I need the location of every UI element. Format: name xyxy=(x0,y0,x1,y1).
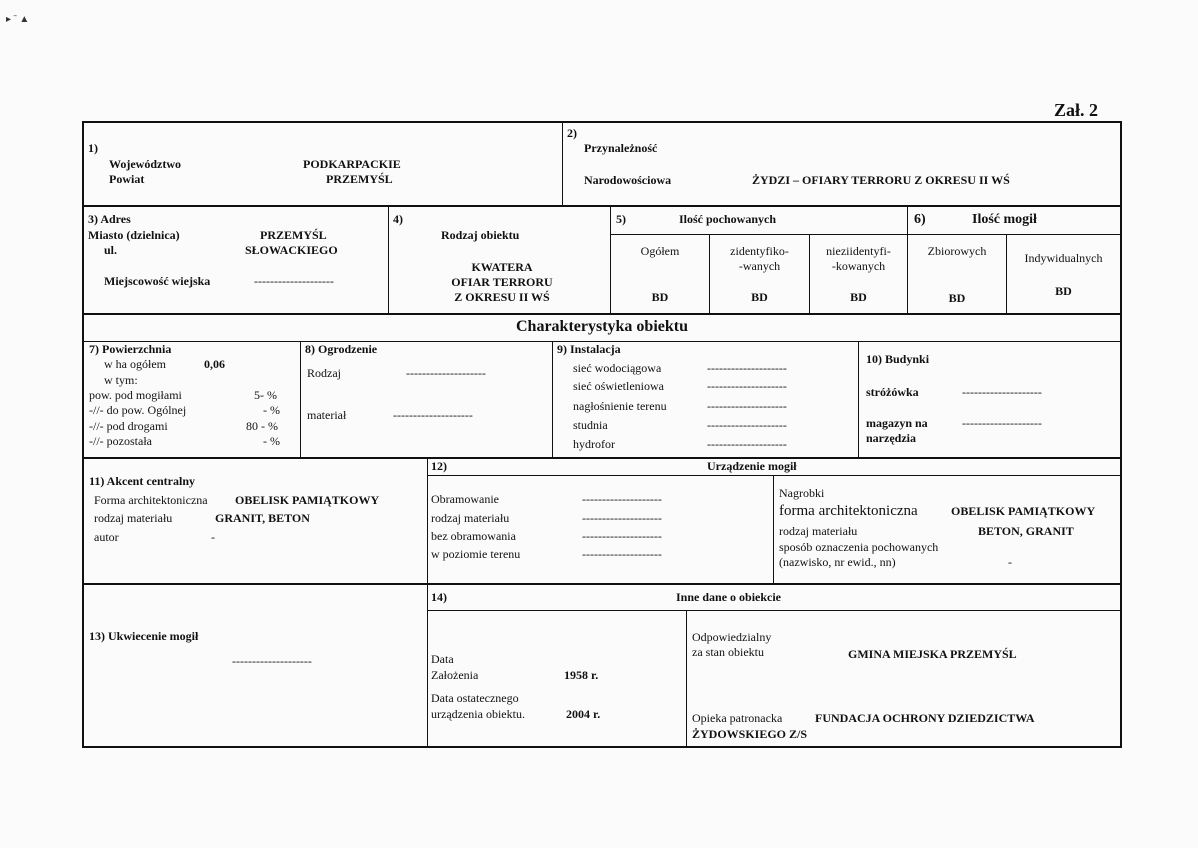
fence-material-label: materiał xyxy=(307,408,347,422)
divider-sec14-header xyxy=(427,610,1121,611)
other-area-value: - % xyxy=(263,434,280,448)
county-value: PRZEMYŚL xyxy=(326,172,393,186)
city-label: Miasto (dzielnica) xyxy=(88,228,180,242)
other-area-label: -//- pozostała xyxy=(89,434,152,448)
installation-label: hydrofor xyxy=(573,437,615,451)
tomb-material-label: rodzaj materiału xyxy=(779,524,858,538)
unidentified-value: BD xyxy=(850,290,867,304)
divider-sec12-header xyxy=(427,475,1121,476)
section-5-number: 5) xyxy=(616,212,626,226)
founded-label: Założenia xyxy=(431,668,479,682)
graves-area-label: pow. pod mogiłami xyxy=(89,388,182,402)
installation-label: studnia xyxy=(573,418,608,432)
installation-value: -------------------- xyxy=(707,379,787,393)
attachment-label: Zał. 2 xyxy=(1054,100,1099,120)
marking-label-2: (nazwisko, nr ewid., nn) xyxy=(779,555,896,569)
divider-left-column xyxy=(427,458,428,747)
nationality-label: Narodowościowa xyxy=(584,173,672,187)
buried-count-title: Ilość pochowanych xyxy=(679,212,777,226)
object-type-title: Rodzaj obiektu xyxy=(441,228,520,242)
village-value: -------------------- xyxy=(254,274,334,288)
tombstones-label: Nagrobki xyxy=(779,486,825,500)
installation-value: -------------------- xyxy=(707,361,787,375)
frame-material-label: rodzaj materiału xyxy=(431,511,510,525)
border-top xyxy=(82,121,1121,123)
graves-count-title: Ilość mogił xyxy=(972,212,1037,227)
buildings-title: 10) Budynki xyxy=(866,352,930,366)
characteristics-heading: Charakterystyka obiektu xyxy=(515,318,688,335)
voivodeship-label: Województwo xyxy=(109,157,181,171)
guardhouse-value: -------------------- xyxy=(962,385,1042,399)
section-1-number: 1) xyxy=(88,141,98,155)
border-bottom xyxy=(82,746,1121,748)
installation-value: -------------------- xyxy=(707,437,787,451)
unidentified-label-1: nieziidentyfi- xyxy=(826,244,891,258)
frame-value: -------------------- xyxy=(582,492,662,506)
voivodeship-value: PODKARPACKIE xyxy=(303,157,401,171)
patron-value-1: FUNDACJA OCHRONY DZIEDZICTWA xyxy=(815,711,1035,725)
last-setup-label-2: urządzenia obiektu. xyxy=(431,707,525,721)
total-area-value: 0,06 xyxy=(204,357,225,371)
flowers-value: -------------------- xyxy=(232,654,312,668)
city-value: PRZEMYŚL xyxy=(260,228,327,242)
tomb-form-value: OBELISK PAMIĄTKOWY xyxy=(951,504,1096,518)
fence-type-label: Rodzaj xyxy=(307,366,341,380)
including-label: w tym: xyxy=(104,373,138,387)
section-4-number: 4) xyxy=(393,212,403,226)
collective-value: BD xyxy=(948,291,966,305)
divider-sec14-inner xyxy=(686,611,687,747)
last-setup-value: 2004 r. xyxy=(566,707,601,721)
marking-value: - xyxy=(1008,555,1012,569)
tomb-material-value: BETON, GRANIT xyxy=(978,524,1074,538)
roads-area-label: -//- pod drogami xyxy=(89,419,168,433)
section-2-number: 2) xyxy=(567,126,577,140)
total-area-label: w ha ogółem xyxy=(104,357,166,371)
object-type-value-2: OFIAR TERRORU xyxy=(451,275,553,289)
storage-value: -------------------- xyxy=(962,416,1042,430)
fence-title: 8) Ogrodzenie xyxy=(305,342,378,356)
accent-author-label: autor xyxy=(94,530,119,544)
section-14-number: 14) xyxy=(431,590,447,604)
section-6-number: 6) xyxy=(914,212,926,227)
installation-label: sieć oświetleniowa xyxy=(573,379,664,393)
fence-material-value: -------------------- xyxy=(393,408,473,422)
identified-value: BD xyxy=(751,290,768,304)
divider-sec1-sec2 xyxy=(562,122,563,206)
street-label: ul. xyxy=(104,243,118,257)
divider-row2 xyxy=(82,313,1121,315)
affiliation-title: Przynależność xyxy=(584,141,658,155)
installation-value: -------------------- xyxy=(707,399,787,413)
collective-label: Zbiorowych xyxy=(927,244,987,258)
installation-label: nagłośnienie terenu xyxy=(573,399,667,413)
accent-material-value: GRANIT, BETON xyxy=(215,511,310,525)
no-frame-label: bez obramowania xyxy=(431,529,516,543)
frame-material-value: -------------------- xyxy=(582,511,662,525)
flowers-title: 13) Ukwiecenie mogił xyxy=(89,629,199,643)
general-area-value: - % xyxy=(263,403,280,417)
county-label: Powiat xyxy=(109,172,145,186)
total-buried-label: Ogółem xyxy=(640,244,680,258)
founded-value: 1958 r. xyxy=(564,668,599,682)
patron-label: Opieka patronacka xyxy=(692,711,783,725)
street-value: SŁOWACKIEGO xyxy=(245,243,338,257)
object-type-value-1: KWATERA xyxy=(471,260,533,274)
nationality-value: ŻYDZI – OFIARY TERRORU Z OKRESU II WŚ xyxy=(752,173,1010,187)
divider-sec6-col1 xyxy=(1006,234,1007,314)
individual-value: BD xyxy=(1055,284,1072,298)
storage-label-2: narzędzia xyxy=(866,431,916,445)
section-12-number: 12) xyxy=(431,459,447,473)
divider-row3 xyxy=(82,457,1121,459)
divider-row1 xyxy=(82,205,1121,207)
installation-value: -------------------- xyxy=(707,418,787,432)
divider-sec9-sec10 xyxy=(858,341,859,458)
accent-author-value: - xyxy=(211,530,215,544)
other-data-title: Inne dane o obiekcie xyxy=(676,590,782,604)
central-accent-title: 11) Akcent centralny xyxy=(89,474,195,488)
divider-row4 xyxy=(82,583,1121,585)
address-title: 3) Adres xyxy=(88,212,131,226)
border-left xyxy=(82,121,84,748)
accent-form-value: OBELISK PAMIĄTKOWY xyxy=(235,493,380,507)
ground-level-label: w poziomie terenu xyxy=(431,547,521,561)
divider-sec5-header xyxy=(610,234,1121,235)
identified-label-2: -wanych xyxy=(738,259,781,273)
divider-sec7-sec8 xyxy=(300,341,301,458)
identified-label-1: zidentyfiko- xyxy=(730,244,789,258)
marking-label-1: sposób oznaczenia pochowanych xyxy=(779,540,939,554)
patron-value-2: ŻYDOWSKIEGO Z/S xyxy=(692,727,808,741)
responsible-label-2: za stan obiektu xyxy=(692,645,764,659)
grave-arrangement-title: Urządzenie mogił xyxy=(707,459,797,473)
date-label: Data xyxy=(431,652,454,666)
border-right xyxy=(1120,121,1122,748)
divider-sec8-sec9 xyxy=(552,341,553,458)
last-setup-label-1: Data ostatecznego xyxy=(431,691,519,705)
storage-label-1: magazyn na xyxy=(866,416,928,430)
object-type-value-3: Z OKRESU II WŚ xyxy=(454,290,550,304)
village-label: Miejscowość wiejska xyxy=(104,274,211,288)
roads-area-value: 80 - % xyxy=(246,419,278,433)
installations-title: 9) Instalacja xyxy=(557,342,621,356)
responsible-label-1: Odpowiedzialny xyxy=(692,630,772,644)
tomb-form-label: forma architektoniczna xyxy=(779,503,918,519)
installation-label: sieć wodociągowa xyxy=(573,361,662,375)
frame-label: Obramowanie xyxy=(431,492,499,506)
graves-area-value: 5- % xyxy=(254,388,277,402)
accent-form-label: Forma architektoniczna xyxy=(94,493,208,507)
general-area-label: -//- do pow. Ogólnej xyxy=(89,403,187,417)
guardhouse-label: stróżówka xyxy=(866,385,919,399)
fence-type-value: -------------------- xyxy=(406,366,486,380)
no-frame-value: -------------------- xyxy=(582,529,662,543)
total-buried-value: BD xyxy=(651,290,669,304)
responsible-value: GMINA MIEJSKA PRZEMYŚL xyxy=(848,647,1017,661)
divider-sec3-sec4 xyxy=(388,206,389,314)
area-title: 7) Powierzchnia xyxy=(89,342,172,356)
scan-artifact-icon: ▸ ˉ ▲ xyxy=(6,14,30,25)
ground-level-value: -------------------- xyxy=(582,547,662,561)
unidentified-label-2: -kowanych xyxy=(831,259,886,273)
divider-sec12-inner xyxy=(773,476,774,584)
accent-material-label: rodzaj materiału xyxy=(94,511,173,525)
individual-label: Indywidualnych xyxy=(1024,251,1103,265)
